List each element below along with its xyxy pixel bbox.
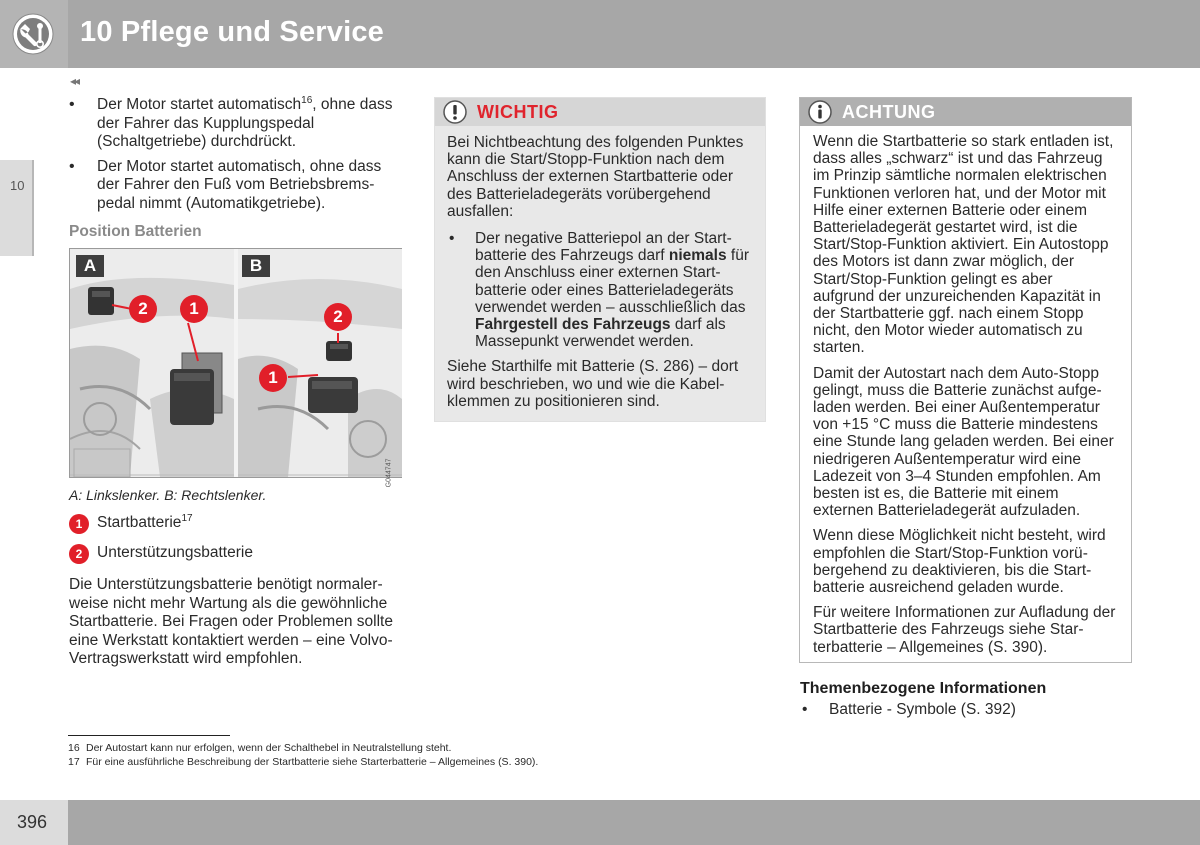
- header-logo-box: [0, 0, 68, 68]
- body-paragraph: Die Unterstützungsbatterie benötigt normalerweise nicht mehr Wartung als die gewöhnliche Startbatterie. Bei Fragen oder Problemen sollte eine Werkstatt kontaktiert werden – eine Volvo-Vertragswerkstatt wird empfohlen.: [69, 576, 393, 667]
- list-item: • Der Motor startet automatisch$^{16}$, ohne dass der Fahrer das Kupplungspedal (Schaltgetriebe) durchdrückt.: [69, 96, 404, 152]
- footnote: 17 Für eine ausführliche Beschreibung der Startbatterie siehe Starterbatterie – Allgemeines (S. 390).: [68, 756, 539, 768]
- marker-1: 1: [180, 295, 208, 323]
- page-number: 396: [17, 812, 48, 832]
- wichtig-outro: Siehe Starthilfe mit Batterie (S. 286) – dort wird beschrieben, wo und wie die Kabelklemmen zu positionieren sind.: [447, 358, 739, 410]
- chapter-tab-label: 10: [10, 178, 25, 193]
- wichtig-title: WICHTIG: [477, 102, 559, 122]
- footnotes: [68, 741, 538, 769]
- panel-label-a: A: [76, 255, 104, 277]
- marker-2: 2: [324, 303, 352, 331]
- figure-caption: A: Linkslenker. B: Rechtslenker.: [69, 486, 267, 503]
- page-title: 10 Pflege und Service: [80, 16, 384, 48]
- achtung-box: [799, 97, 1132, 663]
- achtung-title: ACHTUNG: [842, 102, 936, 122]
- figure-panel-a: [70, 249, 234, 477]
- figure-panel-b: [238, 249, 402, 477]
- engine-bay-illustration-a: [70, 249, 234, 477]
- battery-position-figure: [69, 248, 402, 488]
- warning-exclamation-icon: [443, 100, 467, 124]
- page-number-box: [0, 800, 68, 845]
- achtung-header: [800, 98, 1131, 126]
- achtung-paragraph: Wenn diese Möglichkeit nicht besteht, wird empfohlen die Start/Stop-Funktion vorübergehend zu deaktivieren, bis die Startbatterie ausreichend geladen wurde.: [813, 527, 1106, 597]
- footnote-divider: [68, 735, 230, 736]
- footnote-ref[interactable]: 17: [181, 512, 193, 524]
- footnote-ref[interactable]: 16: [301, 94, 313, 106]
- list-item: • Der Motor startet automatisch, ohne dass der Fahrer den Fuß vom Betriebsbremspedal nimmt (Automatikgetriebe).: [69, 158, 404, 214]
- list-item: • Der negative Batteriepol an der Startbatterie des Fahrzeugs darf niemals für den Anschluss einer externen Startbatterie oder eines Batterieladegeräts verwendet werden – ausschließlich das Fahrgestell des Fahrzeugs darf als Massepunkt verwendet werden.: [447, 230, 753, 350]
- legend-marker-1: 1: [69, 514, 89, 534]
- page-footer: [0, 800, 1200, 845]
- footnote: 16 Der Autostart kann nur erfolgen, wenn der Schalthebel in Neutralstellung steht.: [68, 742, 452, 754]
- left-column: [69, 96, 404, 669]
- wichtig-intro: Bei Nichtbeachtung des folgenden Punktes kann die Start/Stopp-Funktion nach dem Anschluss der externen Startbatterie oder des Batterieladegeräts vorübergehend ausfallen:: [447, 134, 744, 220]
- marker-1: 1: [259, 364, 287, 392]
- achtung-paragraph: Damit der Autostart nach dem Auto-Stopp gelingt, muss die Batterie zunächst aufgeladen werden. Bei einer Außentemperatur von +15 °C muss die Batterie mindestens eine Stunde lang geladen werden. Bei einer niedrigeren Außentemperatur wird eine Ladezeit von 3–4 Stunden empfohlen. Am besten ist es, die Batterie mit einem externen Batterieladegerät aufzuladen.: [813, 364, 1114, 520]
- info-icon: [808, 100, 832, 124]
- section-heading: Position Batterien: [69, 223, 202, 240]
- wichtig-body: [435, 126, 765, 410]
- wichtig-header: [435, 98, 765, 126]
- achtung-paragraph: Für weitere Informationen zur Aufladung der Startbatterie des Fahrzeugs siehe Starterbatterie – Allgemeines (S. 390).: [813, 604, 1116, 656]
- page-header: [0, 0, 1200, 68]
- panel-label-b: B: [242, 255, 270, 277]
- engine-bay-illustration-b: [238, 249, 402, 477]
- legend-marker-2: 2: [69, 544, 89, 564]
- achtung-paragraph: Wenn die Startbatterie so stark entladen ist, dass alles „schwarz“ ist und das Fahrzeug im Prinzip sämtliche normalen elektrischen Funktionen verloren hat, und der Motor mit Hilfe einer externen Batterie oder einem Batterieladegerät gestartet wird, ist die Start/Stop-Funktion aktiviert. Ein Autostopp des Motors ist dann zwar möglich, der Start/Stop-Funktion gelingt es aber aufgrund der unzureichenden Kapazität in der Startbatterie ggf. nach einem Stopp nicht, den Motor wieder automatisch zu starten.: [813, 133, 1114, 357]
- chapter-tab[interactable]: [0, 160, 34, 256]
- legend-item: 2 Unterstützungsbatterie: [69, 544, 404, 564]
- achtung-body: [800, 126, 1131, 656]
- wichtig-box: [434, 97, 766, 422]
- related-info: [800, 680, 1130, 719]
- wrench-gear-icon: [11, 12, 55, 56]
- legend-item: 1 Startbatterie$^{17}$: [69, 514, 404, 534]
- marker-2: 2: [129, 295, 157, 323]
- related-link[interactable]: • Batterie - Symbole (S. 392): [800, 701, 1130, 720]
- back-arrows-icon[interactable]: ◂◂: [70, 74, 79, 88]
- figure-code: G044747: [385, 458, 393, 488]
- related-heading: Themenbezogene Informationen: [800, 680, 1047, 697]
